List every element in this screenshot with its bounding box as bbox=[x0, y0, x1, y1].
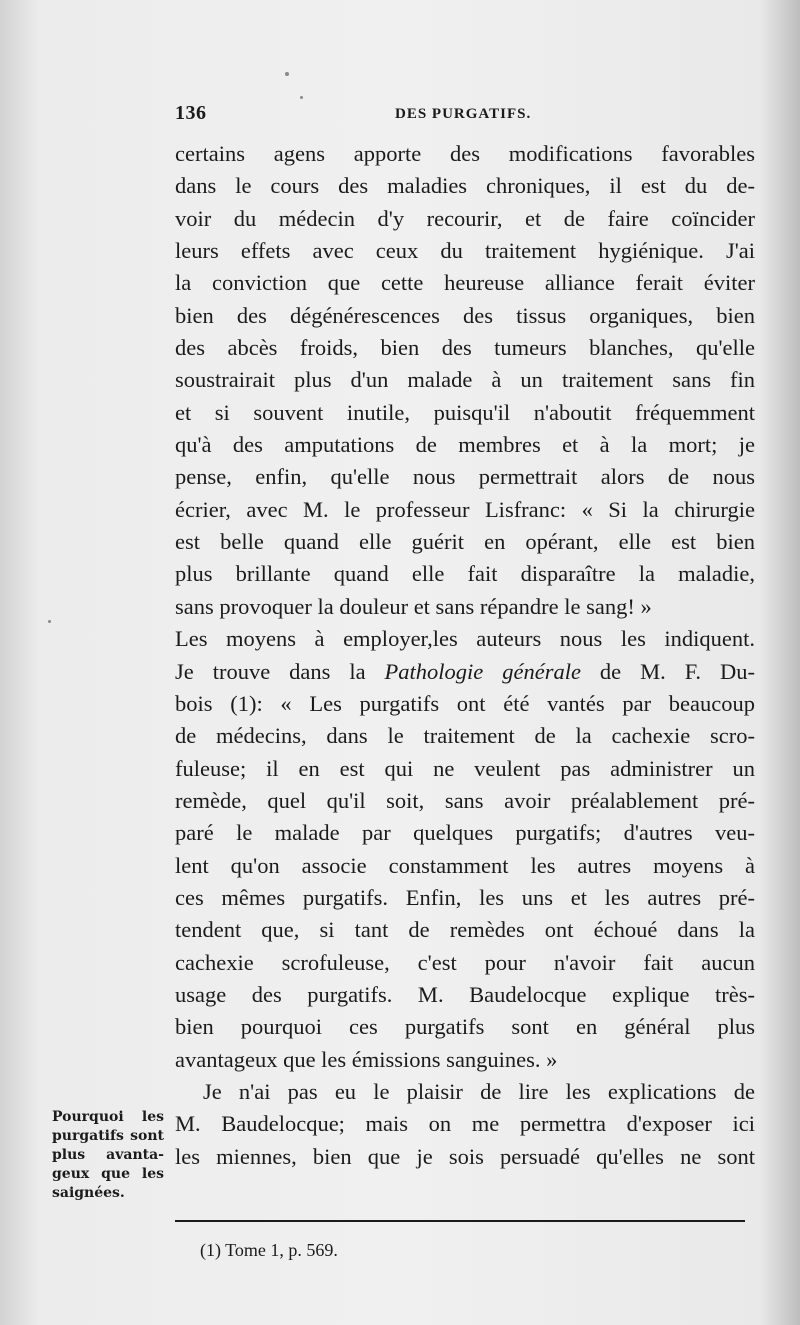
margin-note-line: purgatifs sont bbox=[52, 1128, 164, 1144]
text-line: ces mêmes purgatifs. Enfin, les uns et les autres pré- bbox=[175, 884, 755, 910]
text-line: bois (1): « Les purgatifs ont été vantés par beaucoup bbox=[175, 690, 755, 716]
ink-speck bbox=[300, 96, 303, 99]
text-line: pense, enfin, qu'elle nous permettrait alors de nous bbox=[175, 464, 755, 490]
text-line: les miennes, bien que je sois persuadé qu'elles ne sont bbox=[175, 1143, 755, 1169]
text-line: la conviction que cette heureuse alliance ferait éviter bbox=[175, 270, 755, 296]
text-line: de médecins, dans le traitement de la cachexie scro- bbox=[175, 723, 755, 749]
footnote: (1) Tome 1, p. 569. bbox=[200, 1240, 338, 1260]
margin-note-line: plus avanta- bbox=[52, 1147, 164, 1163]
text-line: lent qu'on associe constamment les autres moyens à bbox=[175, 852, 755, 878]
text-line-with-title bbox=[175, 656, 755, 688]
text-line: sans provoquer la douleur et sans répandre le sang! » bbox=[175, 593, 652, 619]
margin-note-line: saignées. bbox=[52, 1185, 125, 1201]
page-header bbox=[175, 102, 750, 132]
text-fragment: Je trouve dans la bbox=[175, 658, 385, 684]
bleed-through-note-2 bbox=[60, 990, 160, 1006]
running-head: DES PURGATIFS. bbox=[395, 106, 532, 122]
text-line: usage des purgatifs. M. Baudelocque explique très- bbox=[175, 981, 755, 1007]
text-line: Je n'ai pas eu le plaisir de lire les explications de bbox=[203, 1078, 755, 1104]
text-line: dans le cours des maladies chroniques, il est du de- bbox=[175, 173, 755, 199]
ink-speck bbox=[285, 72, 289, 76]
text-line: soustrairait plus d'un malade à un traitement sans fin bbox=[175, 367, 755, 393]
text-line: est belle quand elle guérit en opérant, elle est bien bbox=[175, 529, 755, 555]
text-line: cachexie scrofuleuse, c'est pour n'avoir fait aucun bbox=[175, 949, 755, 975]
text-line: plus brillante quand elle fait disparaître la maladie, bbox=[175, 561, 755, 587]
text-line: leurs effets avec ceux du traitement hygiénique. J'ai bbox=[175, 238, 755, 264]
margin-note-line: geux que les bbox=[52, 1166, 164, 1182]
text-line: avantageux que les émissions sanguines. » bbox=[175, 1046, 558, 1072]
footnote-rule bbox=[175, 1220, 745, 1222]
text-line: certains agens apporte des modifications favorables bbox=[175, 141, 755, 166]
text-fragment: de M. F. Du- bbox=[580, 658, 755, 684]
text-line: M. Baudelocque; mais on me permettra d'exposer ici bbox=[175, 1111, 755, 1137]
text-line: tendent que, si tant de remèdes ont échoué dans la bbox=[175, 917, 755, 943]
text-line: écrier, avec M. le professeur Lisfranc: « Si la chirurgie bbox=[175, 496, 755, 522]
text-line: voir du médecin d'y recourir, et de faire coïncider bbox=[175, 205, 755, 231]
ink-speck bbox=[48, 620, 51, 623]
text-line: paré le malade par quelques purgatifs; d'autres veu- bbox=[175, 820, 755, 846]
text-line: bien des dégénérescences des tissus organiques, bien bbox=[175, 302, 755, 328]
text-line: des abcès froids, bien des tumeurs blanches, qu'elle bbox=[175, 335, 755, 361]
page-number: 136 bbox=[175, 102, 207, 124]
margin-note-line: Pourquoi les bbox=[52, 1109, 164, 1125]
text-line: fuleuse; il en est qui ne veulent pas administrer un bbox=[175, 755, 755, 781]
book-title-italic: Pathologie générale bbox=[384, 658, 581, 684]
text-line: bien pourquoi ces purgatifs sont en général plus bbox=[175, 1014, 755, 1040]
text-line: remède, quel qu'il soit, sans avoir préalablement pré- bbox=[175, 787, 755, 813]
text-line: qu'à des amputations de membres et à la mort; je bbox=[175, 432, 755, 458]
bleed-through-note-1 bbox=[72, 318, 152, 334]
body-text bbox=[175, 138, 755, 1173]
text-line: et si souvent inutile, puisqu'il n'aboutit fréquemment bbox=[175, 399, 755, 425]
text-line: Les moyens à employer,les auteurs nous les indiquent. bbox=[175, 626, 755, 652]
margin-note bbox=[52, 1108, 164, 1203]
